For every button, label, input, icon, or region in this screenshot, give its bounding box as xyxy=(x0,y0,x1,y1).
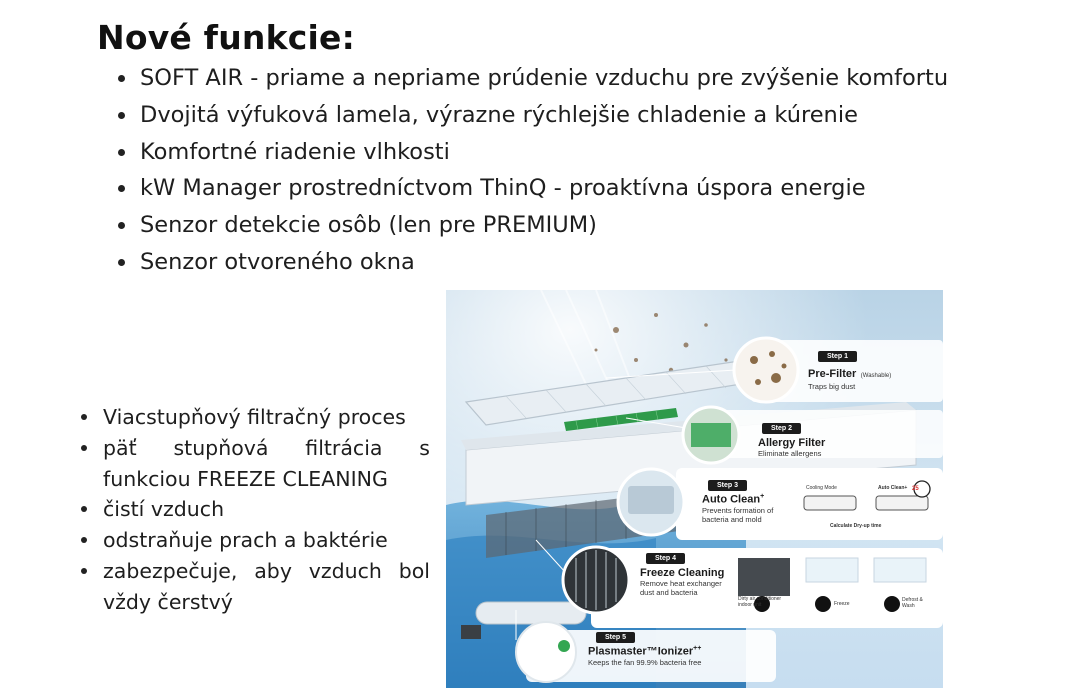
feature-item: Senzor otvoreného okna xyxy=(118,244,948,281)
illustration-graphic xyxy=(446,290,943,688)
page-title: Nové funkcie: xyxy=(97,18,356,57)
auto-clean-plus-label: Auto Clean+ xyxy=(878,485,908,491)
step-title: Pre-Filter xyxy=(808,368,857,380)
filtration-item: odstraňuje prach a baktérie xyxy=(80,525,430,556)
step-sup: + xyxy=(760,493,765,500)
filtration-illustration xyxy=(446,290,943,688)
step-1-label xyxy=(808,364,891,391)
dirty-unit-label: Dirty air conditioner indoor unit xyxy=(738,596,782,608)
filtration-item: zabezpečuje, aby vzduch bol vždy čerstvý xyxy=(80,556,430,618)
step-badge: Step 4 xyxy=(646,553,685,564)
step-badge: Step 2 xyxy=(762,423,801,434)
step-desc: Prevents formation of bacteria and mold xyxy=(702,505,774,524)
feature-list xyxy=(118,60,948,281)
cooling-mode-label: Cooling Mode xyxy=(806,485,837,491)
step-title: Auto Clean xyxy=(702,493,761,506)
defrost-label: Defrost & Wash xyxy=(902,597,923,609)
step-badge: Step 5 xyxy=(596,632,635,643)
step-desc: Remove heat exchanger dust and bacteria xyxy=(640,579,722,597)
freeze-label: Freeze xyxy=(834,601,850,607)
feature-item: kW Manager prostredníctvom ThinQ - proaktívna úspora energie xyxy=(118,170,948,207)
feature-item: SOFT AIR - priame a nepriame prúdenie vzduchu pre zvýšenie komfortu xyxy=(118,60,948,97)
feature-item: Komfortné riadenie vlhkosti xyxy=(118,134,948,171)
step-4-label xyxy=(640,567,736,597)
step-5-label xyxy=(588,645,701,667)
filtration-list xyxy=(80,402,430,618)
step-desc: Eliminate allergens xyxy=(758,449,822,458)
step-note: (Washable) xyxy=(860,373,892,379)
step-badge: Step 1 xyxy=(818,351,857,362)
timer-value: 25 xyxy=(912,486,919,492)
filtration-item: päť stupňová filtrácia s funkciou FREEZE CLEANING xyxy=(80,433,430,495)
feature-item: Dvojitá výfuková lamela, výrazne rýchlejšie chladenie a kúrenie xyxy=(118,97,948,134)
feature-item: Senzor detekcie osôb (len pre PREMIUM) xyxy=(118,207,948,244)
step-sup: ++ xyxy=(693,645,702,652)
dry-up-label: Calculate Dry-up time xyxy=(830,523,882,529)
filtration-item: Viacstupňový filtračný proces xyxy=(80,402,430,433)
step-title: Plasmaster™Ionizer xyxy=(588,645,694,658)
filtration-item: čistí vzduch xyxy=(80,494,430,525)
step-desc: Keeps the fan 99.9% bacteria free xyxy=(588,657,702,667)
step-3-label xyxy=(702,493,798,524)
step-desc: Traps big dust xyxy=(808,382,856,391)
step-title: Freeze Cleaning xyxy=(640,567,725,579)
step-title: Allergy Filter xyxy=(758,437,826,449)
step-badge: Step 3 xyxy=(708,480,747,491)
step-2-label xyxy=(758,437,825,458)
